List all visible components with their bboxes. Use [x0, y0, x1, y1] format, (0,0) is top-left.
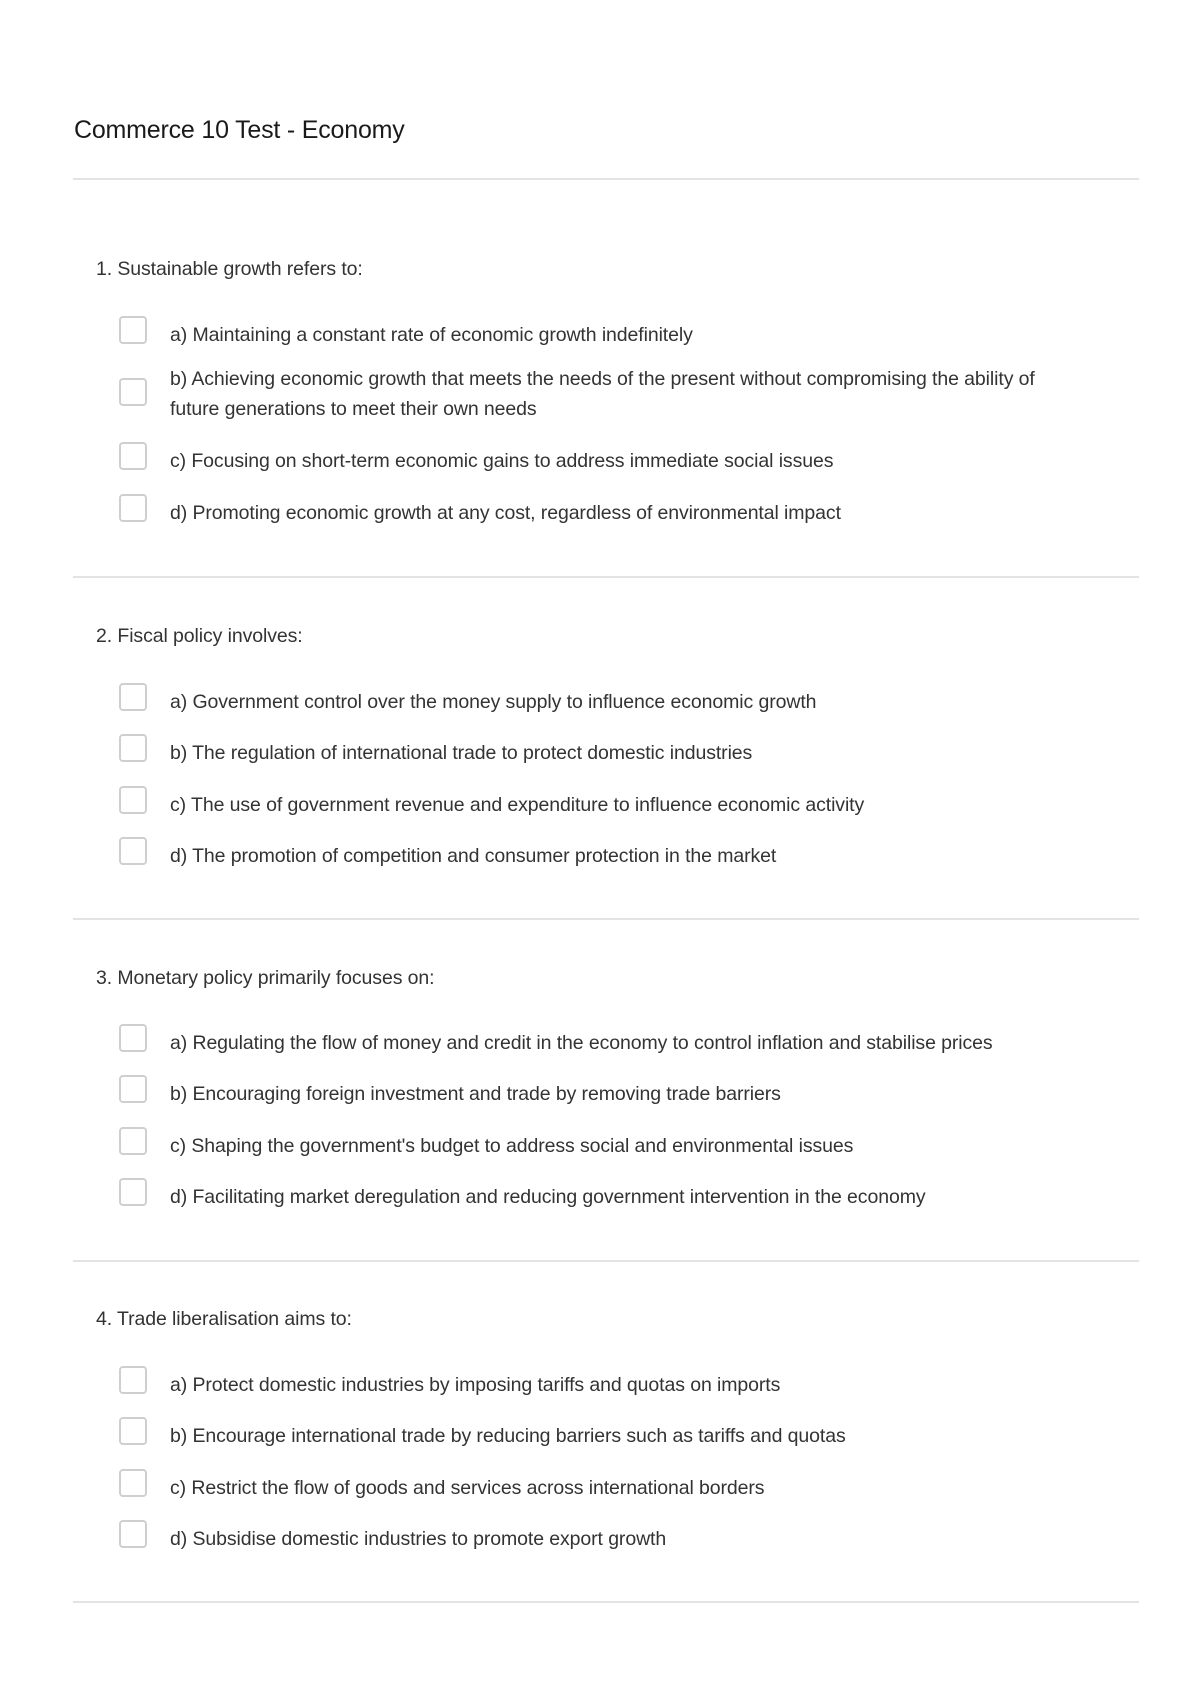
question-divider [73, 918, 1139, 920]
checkbox[interactable] [119, 837, 147, 865]
checkbox[interactable] [119, 1024, 147, 1052]
checkbox[interactable] [119, 786, 147, 814]
option-label: a) Maintaining a constant rate of economic growth indefinitely [170, 324, 693, 346]
option-label: d) Facilitating market deregulation and reducing government intervention in the economy [170, 1186, 926, 1208]
option-label: c) Shaping the government's budget to address social and environmental issues [170, 1135, 854, 1157]
title-divider [73, 178, 1139, 180]
question-4 [96, 1308, 1136, 1550]
question-text: 4. Trade liberalisation aims to: [96, 1308, 352, 1330]
option-label: c) The use of government revenue and expenditure to influence economic activity [170, 794, 865, 816]
checkbox[interactable] [119, 1366, 147, 1394]
option-label: a) Regulating the flow of money and credit in the economy to control inflation and stabilise prices [170, 1032, 993, 1054]
checkbox[interactable] [119, 1075, 147, 1103]
page-title: Commerce 10 Test - Economy [74, 116, 405, 144]
checkbox[interactable] [119, 442, 147, 470]
checkbox[interactable] [119, 1469, 147, 1497]
checkbox[interactable] [119, 1127, 147, 1155]
option-label: a) Government control over the money supply to influence economic growth [170, 691, 817, 713]
question-text: 3. Monetary policy primarily focuses on: [96, 967, 435, 989]
question-text: 1. Sustainable growth refers to: [96, 258, 363, 280]
checkbox[interactable] [119, 316, 147, 344]
option-label: b) The regulation of international trade to protect domestic industries [170, 742, 753, 764]
option-label: b) Encouraging foreign investment and trade by removing trade barriers [170, 1083, 781, 1105]
question-divider [73, 1601, 1139, 1603]
question-1 [96, 258, 1136, 524]
question-3 [96, 967, 1136, 1208]
option-label: c) Focusing on short-term economic gains to address immediate social issues [170, 450, 834, 472]
option-label: d) Promoting economic growth at any cost, regardless of environmental impact [170, 502, 841, 524]
checkbox[interactable] [119, 1417, 147, 1445]
option-label: b) Achieving economic growth that meets the needs of the present without compromising the ability of future generations to meet their own needs [170, 368, 1035, 420]
option-label: d) The promotion of competition and consumer protection in the market [170, 845, 777, 867]
option-label: c) Restrict the flow of goods and services across international borders [170, 1477, 765, 1499]
option-label: b) Encourage international trade by reducing barriers such as tariffs and quotas [170, 1425, 846, 1447]
question-2 [96, 625, 1136, 867]
checkbox[interactable] [119, 1520, 147, 1548]
question-divider [73, 1260, 1139, 1262]
checkbox[interactable] [119, 683, 147, 711]
checkbox[interactable] [119, 734, 147, 762]
question-divider [73, 576, 1139, 578]
question-text: 2. Fiscal policy involves: [96, 625, 303, 647]
option-label: a) Protect domestic industries by imposing tariffs and quotas on imports [170, 1374, 781, 1396]
checkbox[interactable] [119, 378, 147, 406]
checkbox[interactable] [119, 494, 147, 522]
option-label: d) Subsidise domestic industries to promote export growth [170, 1528, 667, 1550]
checkbox[interactable] [119, 1178, 147, 1206]
